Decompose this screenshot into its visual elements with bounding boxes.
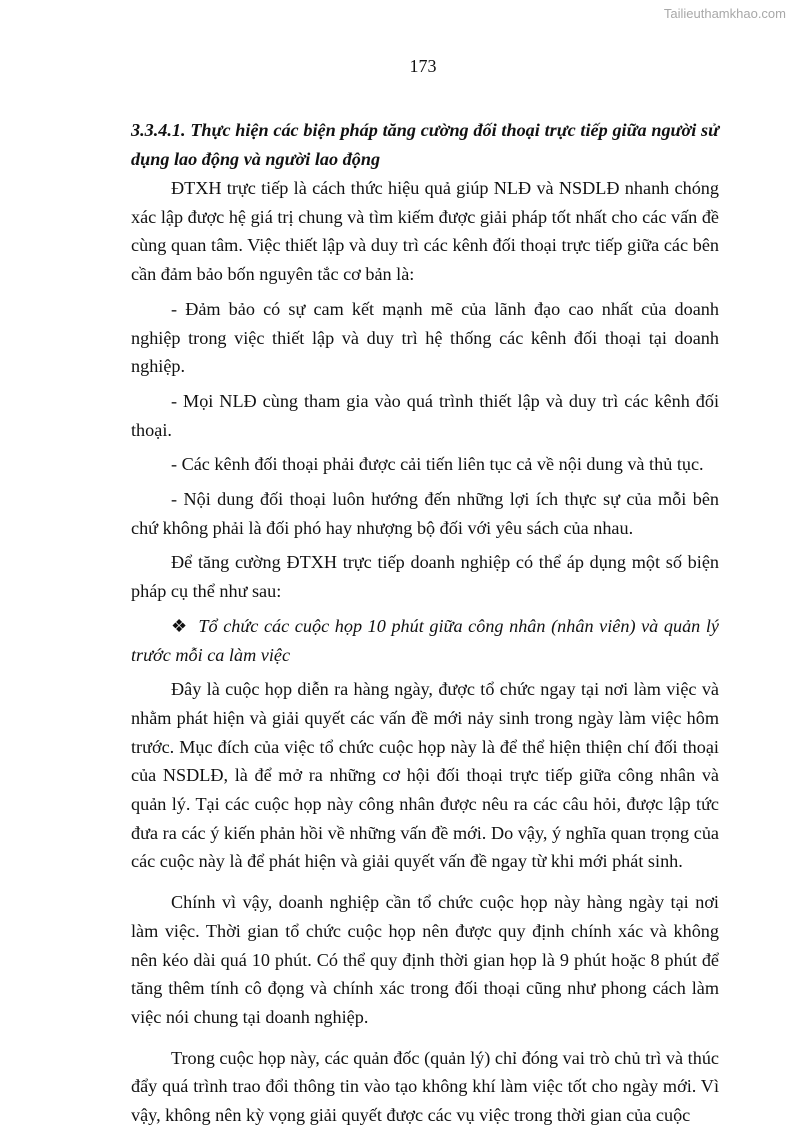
list-item: - Nội dung đối thoại luôn hướng đến những lợi ích thực sự của mỗi bên chứ không phải là đối phó hay nhượng bộ đối với yêu sách của nhau. — [131, 489, 719, 538]
paragraph: Chính vì vậy, doanh nghiệp cần tổ chức cuộc họp này hàng ngày tại nơi làm việc. Thời gian tổ chức cuộc họp nên được quy định chính xác và không nên kéo dài quá 10 phút. Có thể quy định thời gian họp là 9 phút hoặc 8 phút để tăng thêm tính cô đọng và chính xác trong đối thoại cũng như phong cách làm việc nói chung tại doanh nghiệp. — [131, 892, 719, 1027]
paragraph: ĐTXH trực tiếp là cách thức hiệu quả giúp NLĐ và NSDLĐ nhanh chóng xác lập được hệ giá trị chung và tìm kiếm được giải pháp tốt nhất cho các vấn đề cùng quan tâm. Việc thiết lập và duy trì các kênh đối thoại trực tiếp giữa các bên cần đảm bảo bốn nguyên tắc cơ bản là: — [131, 178, 719, 285]
bullet-subheading — [131, 612, 719, 669]
paragraph: Đây là cuộc họp diễn ra hàng ngày, được tổ chức ngay tại nơi làm việc và nhằm phát hiện và giải quyết các vấn đề mới nảy sinh trong ngày làm việc hôm trước. Mục đích của việc tổ chức cuộc họp này là để thể hiện thiện chí đối thoại của NSDLĐ, là để mở ra những cơ hội đối thoại trực tiếp giữa công nhân và quản lý. Tại các cuộc họp này công nhân được nêu ra các câu hỏi, được lập tức đưa ra các ý kiến phản hồi về những vấn đề mới. Do vậy, ý nghĩa quan trọng của các cuộc này là để phát hiện và giải quyết vấn đề ngay từ khi mới phát sinh. — [131, 679, 719, 872]
page-content — [131, 116, 719, 1136]
diamond-bullet-icon: ❖ — [171, 615, 189, 636]
list-item: - Mọi NLĐ cùng tham gia vào quá trình thiết lập và duy trì các kênh đối thoại. — [131, 390, 719, 440]
section-heading: 3.3.4.1. Thực hiện các biện pháp tăng cường đối thoại trực tiếp giữa người sử dụng lao động và người lao động — [131, 120, 719, 169]
list-item: - Các kênh đối thoại phải được cải tiến liên tục cả về nội dung và thủ tục. — [171, 454, 704, 475]
bullet-text: Tổ chức các cuộc họp 10 phút giữa công nhân (nhân viên) và quản lý trước mỗi ca làm việc — [131, 615, 719, 665]
page-number: 173 — [409, 56, 437, 76]
watermark: Tailieuthamkhao.com — [663, 6, 786, 21]
paragraph: Trong cuộc họp này, các quản đốc (quản lý) chỉ đóng vai trò chủ trì và thúc đẩy quá trình trao đổi thông tin vào tạo không khí làm việc tốt cho ngày mới. Vì vậy, không nên kỳ vọng giải quyết được các vụ việc trong thời gian của cuộc — [131, 1047, 719, 1126]
paragraph: Để tăng cường ĐTXH trực tiếp doanh nghiệp có thể áp dụng một số biện pháp cụ thể như sau: — [131, 552, 719, 602]
list-item: - Đảm bảo có sự cam kết mạnh mẽ của lãnh đạo cao nhất của doanh nghiệp trong việc thiết lập và duy trì hệ thống các kênh đối thoại tại doanh nghiệp. — [131, 298, 719, 377]
